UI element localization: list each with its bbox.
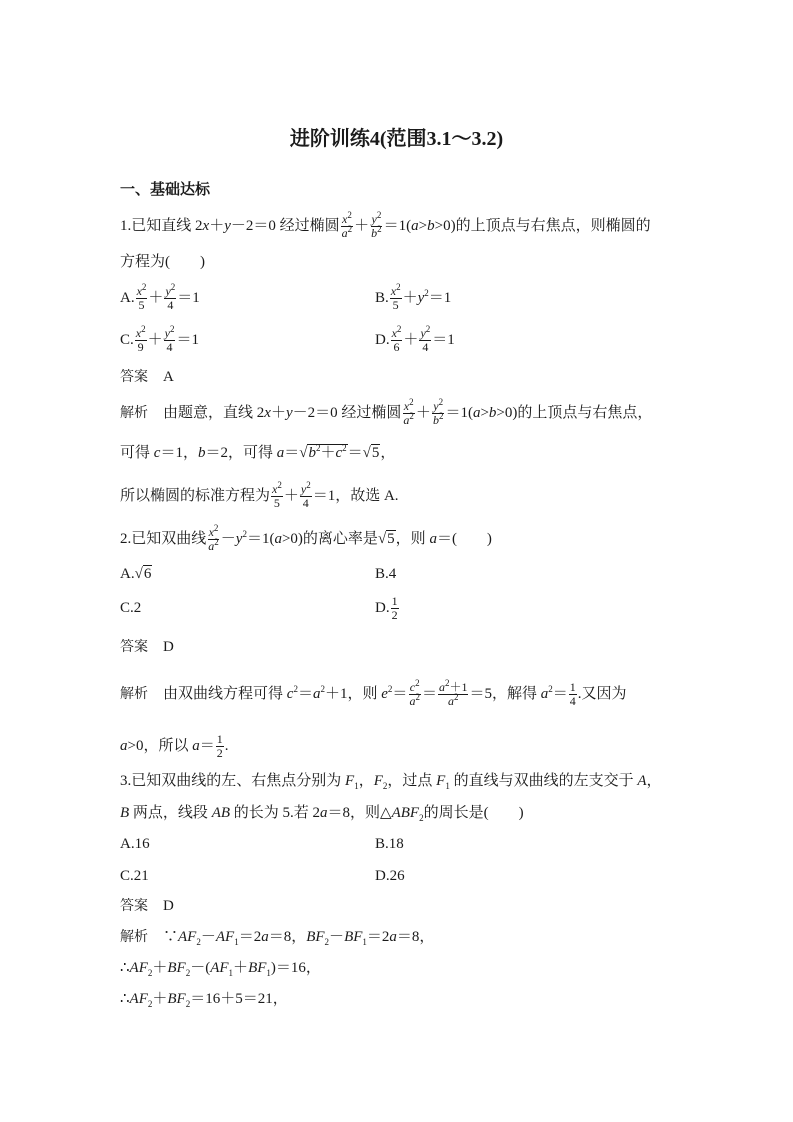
question-3-analysis-line3: $\therefore AF_2+BF_2=16+5=21$，: [120, 991, 288, 1009]
question-3-analysis-line2: $\therefore AF_2+BF_2-(AF_1+BF_1)=16$，: [120, 960, 321, 978]
question-3-option-d: D.26: [375, 868, 405, 884]
question-3-option-a: A.16: [120, 836, 150, 852]
question-1-option-a: A. $\frac{x^2}{5}$ ＋ $\frac{y^2}{4}$ ＝1: [120, 282, 200, 312]
question-1-option-d: D. $\frac{x^2}{6}$ ＋ $\frac{y^2}{4}$ ＝1: [375, 324, 455, 354]
question-1-option-b: B. $\frac{x^2}{5}$ $+y^2=1$: [375, 282, 452, 312]
question-1-stem-line2: 方程为( ): [120, 254, 205, 270]
question-2-option-a: A.√6: [120, 566, 152, 582]
question-1-answer: 答案 A: [120, 369, 174, 385]
question-2-option-c: C.2: [120, 600, 142, 616]
section-heading: 一、基础达标: [120, 182, 211, 198]
question-1-option-c: C. $\frac{x^2}{9}$ ＋ $\frac{y^2}{4}$ ＝1: [120, 324, 199, 354]
question-3-option-b: B.18: [375, 836, 404, 852]
question-2-answer: 答案 D: [120, 639, 174, 655]
question-1-stem: 1.已知直线 2x＋y－2＝0 经过椭圆 $\frac{x^2}{a^2}$ ＋ $\frac{y^2}{b^2}$ ＝1(a>b>0)的上顶点与右焦点，则椭圆的: [120, 210, 651, 240]
question-1-analysis-line2: 可得 c＝1，b＝2，可得 $a=√b^2+c^2=√5$，: [120, 443, 396, 461]
question-2-analysis-line2: a>0，所以 a＝ $\frac{1}{2}$ .: [120, 732, 229, 760]
question-2-stem: 2.已知双曲线 $\frac{x^2}{a^2}$ $-y^2=1(a>0)$的离心率是√5，则 a＝( ): [120, 523, 492, 553]
page-title: 进阶训练4(范围3.1～3.2): [289, 128, 504, 150]
question-3-stem: 3.已知双曲线的左、右焦点分别为 $F_1$，$F_2$，过点 $F_1$ 的直线与双曲线的左支交于 A，: [120, 773, 662, 791]
question-2-option-d: D. $\frac{1}{2}$: [375, 594, 398, 622]
question-3-answer: 答案 D: [120, 898, 174, 914]
question-2-option-b: B.4: [375, 566, 397, 582]
question-2-analysis: 解析 由双曲线方程可得 $c^2=a^2+1$，则 $e^2=$ $\frac{c^2}{a^2}$ ＝ $\frac{a^2+1}{a^2}$ ＝5，解得 $a^2=$ $\frac{1}{4}$ .又因为: [120, 678, 627, 708]
question-3-analysis: 解析 $\because AF_2-AF_1=2a=8$，$BF_2-BF_1=2a=8$，: [120, 929, 435, 947]
question-3-stem-line2: B 两点，线段 AB 的长为 5.若 2a＝8，则$\triangle ABF_2$的周长是( ): [120, 805, 524, 823]
question-3-option-c: C.21: [120, 868, 149, 884]
question-1-analysis-line3: 所以椭圆的标准方程为 $\frac{x^2}{5}$ ＋ $\frac{y^2}{4}$ ＝1，故选 A.: [120, 480, 399, 510]
question-1-analysis: 解析 由题意，直线 2x＋y－2＝0 经过椭圆 $\frac{x^2}{a^2}$ ＋ $\frac{y^2}{b^2}$ ＝1(a>b>0)的上顶点与右焦点，: [120, 397, 653, 427]
